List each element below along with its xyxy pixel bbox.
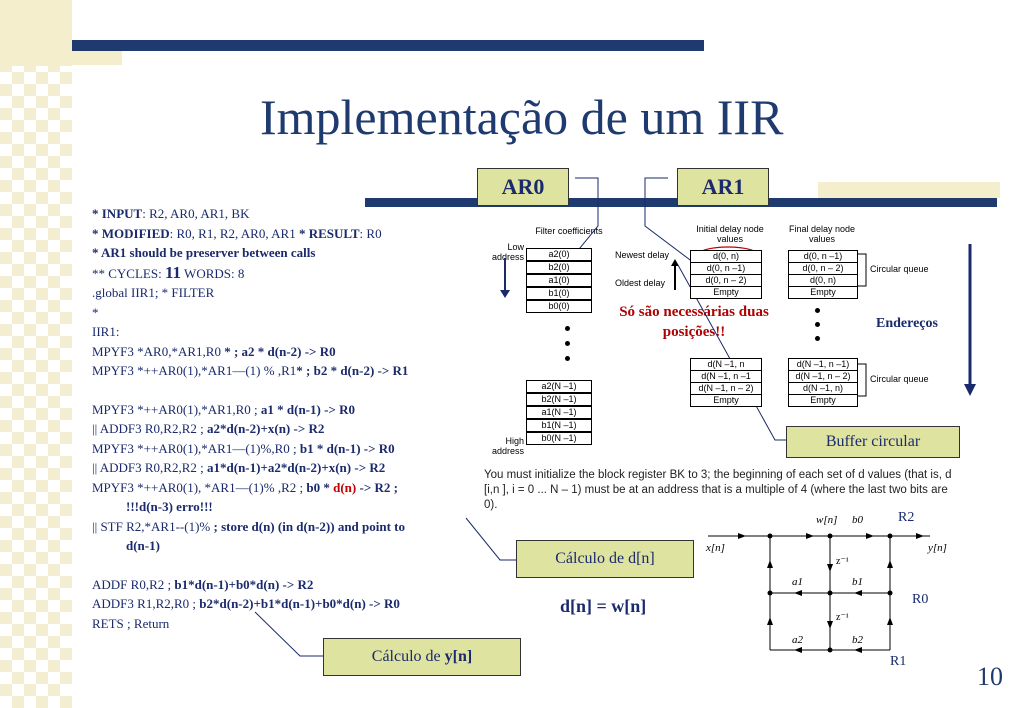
flow-b0-label: b0 [852,514,863,526]
code-line: !!!d(n-3) erro!!! [126,499,213,514]
calculo-dn-callout: Cálculo de d[n] [516,540,694,578]
flow-b2-label: b2 [852,634,863,646]
r2-label: R2 [898,510,915,525]
circular-queue-label-bottom: Circular queue [870,374,929,384]
oldest-delay-label: Oldest delay [615,278,666,288]
memory-cell: b1(0) [526,287,592,300]
memory-cell: Empty [690,286,762,299]
code-line: * AR1 should be preserver between calls [92,245,316,260]
memory-cell: Empty [690,394,762,407]
calculo-yn-callout: Cálculo de y[n] [323,638,521,676]
initial-delay-header: Initial delay node values [696,224,764,244]
flow-wn-label: w[n] [816,514,838,526]
code-line: .global IIR1; * FILTER [92,285,215,300]
flow-a2-label: a2 [792,634,803,646]
memory-cell: d(N –1, n – 2) [788,370,858,383]
flow-xn-label: x[n] [706,542,725,554]
code-line: || ADDF3 R0,R2,R2 ; a2*d(n-2)+x(n) -> R2 [92,421,325,436]
memory-cell: a2(N –1) [526,380,592,393]
code-line: * [92,304,99,320]
low-address-label: Low address [491,242,524,262]
code-line: * INPUT: R2, AR0, AR1, BK [92,206,250,221]
memory-cell: a1(N –1) [526,406,592,419]
memory-cell: a2(0) [526,248,592,261]
final-delay-header: Final delay node values [788,224,856,244]
flow-yn-label: y[n] [928,542,947,554]
memory-cell: d(N –1, n –1) [788,358,858,371]
memory-cell: d(0, n – 2) [788,262,858,275]
flow-z1-label: z⁻¹ [836,556,849,567]
code-line: MPYF3 *++AR0(1),*AR1—(1) % ,R1* ; b2 * d(n-2) -> R1 [92,363,409,378]
code-line: || STF R2,*AR1--(1)% ; store d(n) (in d(n-2)) and point to [92,518,406,534]
memory-cell: Empty [788,394,858,407]
code-line: MPYF3 *++AR0(1),*AR1,R0 ; a1 * d(n-1) -> R0 [92,401,355,417]
dn-equals-wn: d[n] = w[n] [560,596,647,616]
circular-queue-label-top: Circular queue [870,264,929,274]
memory-cell: b0(0) [526,300,592,313]
memory-cell: Empty [788,286,858,299]
code-line: ADDF3 R1,R2,R0 ; b2*d(n-2)+b1*d(n-1)+b0*d(n) -> R0 [92,596,400,611]
memory-cell: d(N –1, n [690,358,762,371]
code-line: MPYF3 *++AR0(1), *AR1—(1)% ,R2 ; b0 * d(n) -> R2 ; [92,479,398,495]
memory-cell: d(0, n –1) [690,262,762,275]
memory-cell: d(N –1, n –1 [690,370,762,383]
newest-delay-label: Newest delay [615,250,670,260]
code-line: * MODIFIED: R0, R1, R2, AR0, AR1 * RESULT: R0 [92,225,382,241]
code-line: IIR1: [92,324,120,339]
buffer-circular-callout: Buffer circular [786,426,960,458]
page-number: 10 [977,662,1003,691]
iir-flow-graph [708,536,930,650]
ar1-label-box: AR1 [677,168,769,206]
enderecos-label: Endereços [876,316,938,331]
memory-cell: d(0, n – 2) [690,274,762,287]
memory-cell: b1(N –1) [526,419,592,432]
flow-z1-label-2: z⁻¹ [836,612,849,623]
code-line: MPYF3 *++AR0(1),*AR1—(1)%,R0 ; b1 * d(n-1) -> R0 [92,440,395,456]
flow-b1-label: b1 [852,576,863,588]
code-line: d(n-1) [126,538,160,553]
memory-cell: d(0, n) [690,250,762,263]
memory-cell: d(N –1, n) [788,382,858,395]
code-line: MPYF3 *AR0,*AR1,R0 * ; a2 * d(n-2) -> R0 [92,343,336,359]
code-line: ADDF R0,R2 ; b1*d(n-1)+b0*d(n) -> R2 [92,576,314,592]
high-address-label: High address [491,436,524,456]
code-line: || ADDF3 R0,R2,R2 ; a1*d(n-1)+a2*d(n-2)+x(n) -> R2 [92,460,386,475]
necessarias-callout: Só são necessárias duas posições!! [619,304,769,340]
memory-cell: d(0, n) [788,274,858,287]
memory-cell: a1(0) [526,274,592,287]
code-line: ** CYCLES: 11 WORDS: 8 [92,262,245,282]
memory-cell: d(0, n –1) [788,250,858,263]
memory-cell: d(N –1, n – 2) [690,382,762,395]
flow-a1-label: a1 [792,576,803,588]
ar0-label-box: AR0 [477,168,569,206]
memory-cell: b2(0) [526,261,592,274]
code-line: RETS ; Return [92,615,170,631]
r1-label: R1 [890,654,907,669]
bk-register-note: You must initialize the block register BK to 3; the beginning of each set of d values (that is, d [i,n ], i = 0 ... N – 1) must be at an address that is a multiple of 4 (where the last two bits are 0). [484,469,952,511]
memory-cell: b2(N –1) [526,393,592,406]
page-title: Implementação de um IIR [260,89,784,145]
memory-cell: b0(N –1) [526,432,592,445]
filter-coefficients-header: Filter coefficients [535,226,603,236]
r0-label: R0 [912,592,929,607]
